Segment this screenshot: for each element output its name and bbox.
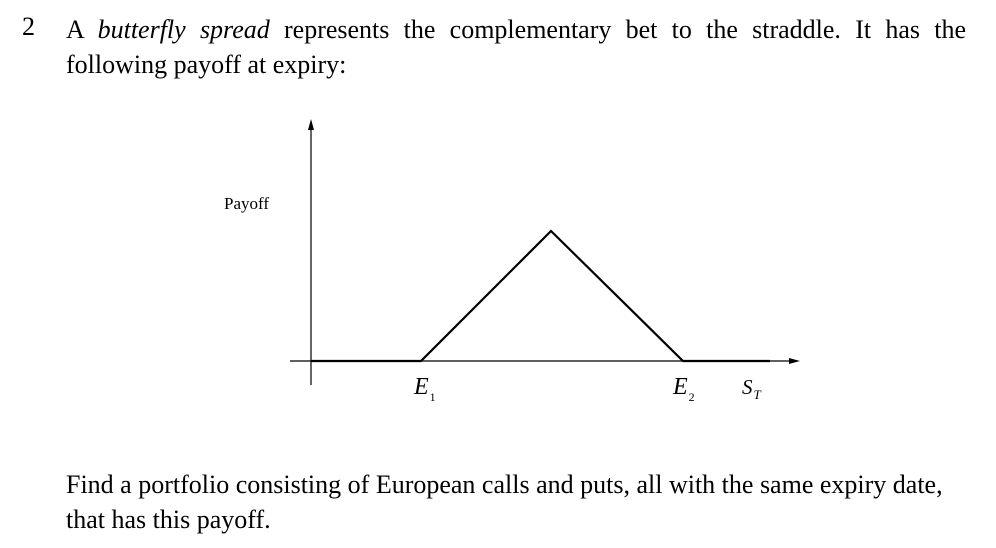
e1-label: $E_1$ <box>414 374 436 404</box>
x-axis-arrowhead <box>789 358 800 364</box>
e2-label: $E_2$ <box>673 374 695 404</box>
y-axis-arrowhead <box>308 119 314 130</box>
problem-number: 2 <box>22 12 35 41</box>
y-axis-label: Payoff <box>224 194 270 213</box>
intro-lead: A <box>66 15 98 44</box>
st-label: $S_T$ <box>742 375 761 402</box>
problem-question: Find a portfolio consisting of European calls and puts, all with the same expiry date, that has this payoff. <box>66 470 943 534</box>
intro-rest: represents the complementary bet to the straddle. It has the following payoff at expiry: <box>66 15 966 79</box>
payoff-curve <box>311 231 770 361</box>
butterfly-spread-term: butterfly spread <box>97 15 270 44</box>
